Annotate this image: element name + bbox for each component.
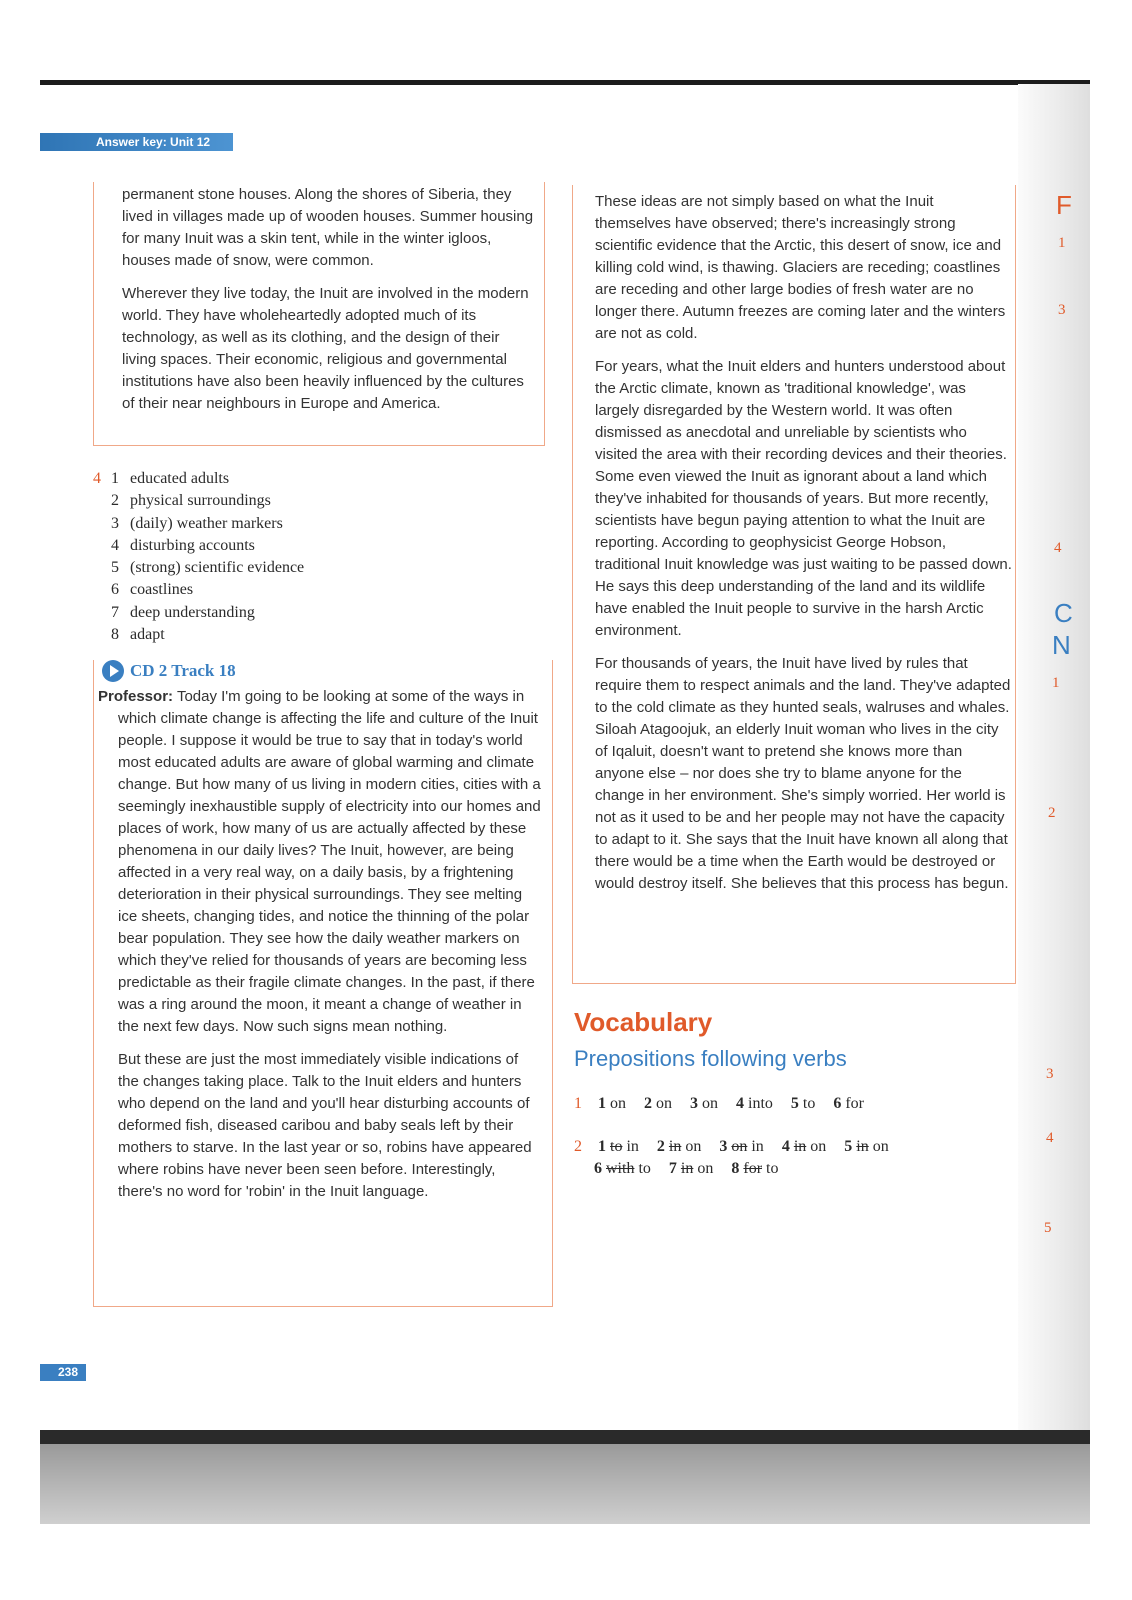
- answer-line: [574, 1158, 903, 1180]
- exercise-number: 2: [574, 1138, 582, 1155]
- answer-item: 1 to in: [598, 1138, 639, 1155]
- list-item: 5 (strong) scientific evidence: [111, 559, 305, 577]
- margin-number: 3: [1058, 302, 1066, 318]
- transcript-paragraph: Professor: Today I'm going to be looking at some of the ways in which climate change is affecting the life and culture of the Inuit people. I suppose it would be true to say that in today's world most educated adults are aware of global warming and climate change. But how many of us living in modern cities, cities with a seemingly inexhaustible supply of electricity into our homes and places of work, how many of us are actually affected by these phenomena in our daily lives? The Inuit, however, are being affected in a very real way, on a daily basis, by a frightening deterioration in their physical surroundings. They see melting ice sheets, changing tides, and notice the thinning of the polar bear population. They see how the daily weather markers on which they've relied for thousands of years are becoming less predictable as their fragile climate changes. In the past, if there was a ring around the moon, it meant a change of weather in the next few days. Now such signs mean nothing.: [98, 688, 541, 1035]
- margin-number: 4: [1046, 1130, 1054, 1146]
- margin-number: 2: [1048, 805, 1056, 821]
- margin-number: 5: [1044, 1220, 1052, 1236]
- top-rule: [40, 80, 1090, 85]
- exercise-number: 1: [574, 1095, 582, 1112]
- list-item: 6 coastlines: [111, 581, 194, 599]
- unit-header-tab: Answer key: Unit 12: [40, 133, 233, 151]
- answer-item: 1 on: [598, 1095, 626, 1112]
- answer-item: 7 in on: [668, 1160, 714, 1177]
- paragraph: For years, what the Inuit elders and hunters understood about the Arctic climate, known as 'traditional knowledge', was largely disregarded by the Western world. It was often dismissed as anecdotal and unreliable by scientists who visited the area with their recording devices and their theories. Some even viewed the Inuit as ignorant about a land which they've inhabited for thousands of years. But more recently, scientists have begun paying attention to what the Inuit are reporting. According to geophysicist George Hobson, traditional Inuit knowledge was just waiting to be passed down. He says this deep understanding of the land and its wildlife have enabled the Inuit people to survive in the harsh Arctic environment.: [595, 358, 1012, 639]
- answer-item: 5 to: [790, 1095, 816, 1112]
- answer-item: 4 in on: [781, 1138, 827, 1155]
- margin-letter: N: [1052, 630, 1071, 660]
- page-number: 238: [40, 1364, 86, 1381]
- audio-transcript-box: [93, 660, 553, 1307]
- answer-item: 3 on in: [719, 1138, 764, 1155]
- answer-line: [574, 1136, 903, 1158]
- play-icon: [102, 660, 124, 682]
- answer-item: 6 for: [833, 1095, 864, 1112]
- list-item: 7 deep understanding: [111, 603, 255, 621]
- margin-letter: C: [1054, 598, 1073, 628]
- list-item: 2 physical surroundings: [111, 492, 271, 510]
- right-transcript-box: [572, 185, 1016, 984]
- paragraph: These ideas are not simply based on what the Inuit themselves have observed; there's increasingly strong scientific evidence that the Arctic, this desert of snow, ice and killing cold wind, is thawing. Glaciers are receding; coastlines are receding and other large bodies of fresh water are no longer there. Autumn freezes are coming later and the winters are not as cold.: [595, 193, 1006, 342]
- speaker-label: Professor:: [98, 688, 174, 705]
- answer-item: 2 on: [644, 1095, 672, 1112]
- margin-number: 1: [1058, 235, 1066, 251]
- margin-number: 3: [1046, 1066, 1054, 1082]
- answer-item: 2 in on: [656, 1138, 702, 1155]
- exercise-4-answers: [93, 468, 304, 646]
- margin-number: 1: [1052, 675, 1060, 691]
- track-title: CD 2 Track 18: [130, 661, 236, 680]
- bottom-edge: [40, 1430, 1090, 1444]
- list-item: 1 educated adults: [111, 470, 230, 487]
- answer-item: 3 on: [690, 1095, 718, 1112]
- page-gutter-shadow: [1018, 84, 1090, 1438]
- answer-item: 6 with to: [594, 1160, 651, 1177]
- answer-item: 8 for to: [731, 1160, 779, 1177]
- margin-letter: F: [1056, 190, 1072, 220]
- vocabulary-subheading: Prepositions following verbs: [574, 1046, 847, 1071]
- paragraph: For thousands of years, the Inuit have lived by rules that require them to respect animals and the land. They've adapted to the cold climate as they hunted seals, walruses and whales. Siloah Atagoojuk, an elderly Inuit woman who lives in the city of Iqaluit, doesn't want to pretend she knows more than anyone else – nor does she try to blame anyone for the change in her environment. She's simply worried. Her world is not as it used to be and her people may not have the capacity to adapt to it. She says that the Inuit have known all along that there would be a time when the Earth would be destroyed or would destroy itself. She believes that this process has begun.: [595, 655, 1011, 892]
- answer-list: [93, 468, 304, 646]
- transcript-paragraph: But these are just the most immediately visible indications of the changes taking place. Talk to the Inuit elders and hunters who depend on the land and you'll hear disturbing accounts of deformed fish, diseased caribou and baby seals left by their mothers to starve. In the last year or so, robins have appeared where robins have never been seen before. Interestingly, there's no word for 'robin' in the Inuit language.: [118, 1051, 532, 1200]
- vocab-exercise-1: [574, 1093, 878, 1115]
- track-heading: [102, 660, 542, 682]
- answer-item: 5 in on: [844, 1138, 889, 1155]
- vocab-exercise-2: [574, 1136, 903, 1180]
- margin-number: 4: [1054, 540, 1062, 556]
- list-item: 3 (daily) weather markers: [111, 514, 283, 532]
- list-item: 8 adapt: [111, 626, 165, 644]
- left-reading-box: [93, 182, 545, 446]
- exercise-number: 4: [93, 470, 101, 487]
- scan-background: [40, 1444, 1090, 1524]
- paragraph: Wherever they live today, the Inuit are involved in the modern world. They have wholeheartedly adopted much of its technology, as well as its clothing, and the design of their living spaces. Their economic, religious and governmental institutions have also been heavily influenced by the cultures of their near neighbours in Europe and America.: [122, 285, 529, 412]
- answer-item: 4 into: [736, 1095, 773, 1112]
- list-item: 4 disturbing accounts: [111, 536, 255, 554]
- paragraph: permanent stone houses. Along the shores of Siberia, they lived in villages made up of wooden houses. Summer housing for many Inuit was a skin tent, while in the winter igloos, houses made of snow, were common.: [122, 186, 534, 269]
- vocabulary-heading: Vocabulary: [574, 1007, 713, 1037]
